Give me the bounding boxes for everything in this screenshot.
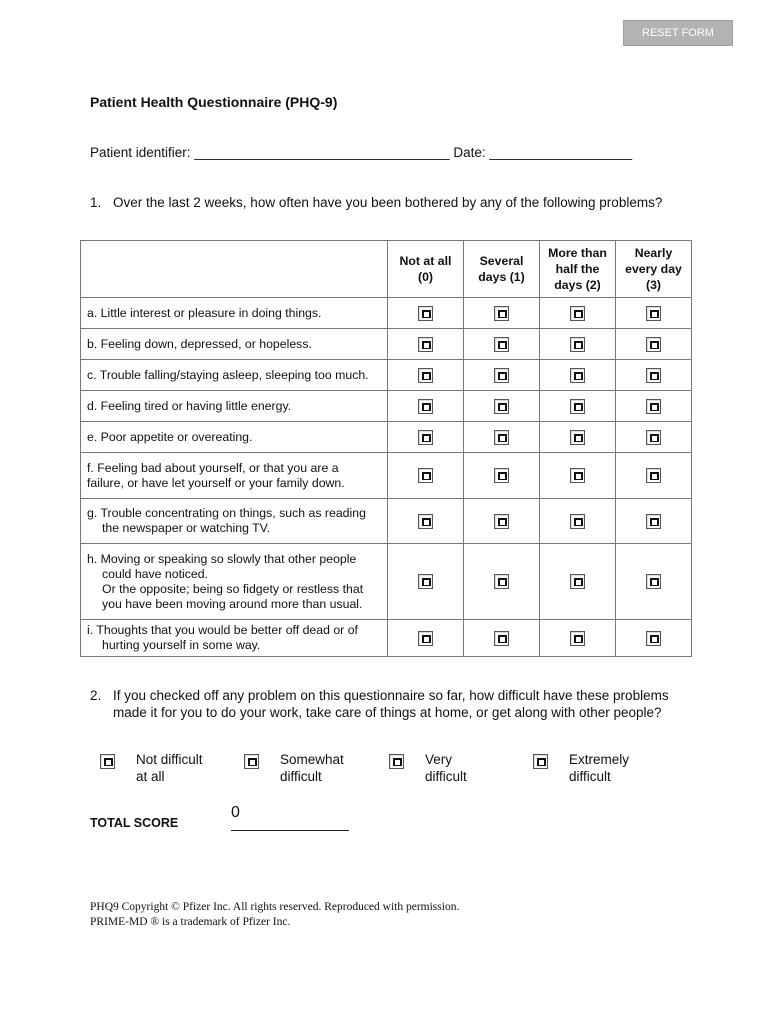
item-b-label: b. Feeling down, depressed, or hopeless. <box>81 329 388 360</box>
date-field[interactable]: ___________________ <box>489 145 633 160</box>
item-d-label: d. Feeling tired or having little energy. <box>81 391 388 422</box>
difficulty-option-not-difficult <box>100 752 203 785</box>
item-f-label: f. Feeling bad about yourself, or that you are a failure, or have let yourself or your family down. <box>81 453 388 499</box>
item-b-option-0-checkbox[interactable] <box>418 337 433 352</box>
item-d-option-3-checkbox[interactable] <box>646 399 661 414</box>
item-h-option-0-checkbox[interactable] <box>418 574 433 589</box>
difficulty-option-label: Somewhat difficult <box>280 752 344 784</box>
item-b-option-3-checkbox[interactable] <box>646 337 661 352</box>
item-c-option-0-checkbox[interactable] <box>418 368 433 383</box>
difficulty-option-somewhat <box>244 752 344 785</box>
item-c-option-2-checkbox[interactable] <box>570 368 585 383</box>
total-score-underline <box>231 830 349 831</box>
table-row <box>81 499 692 544</box>
reset-form-button[interactable]: RESET FORM <box>623 20 733 46</box>
column-header-nearly-every-day: Nearly every day (3) <box>616 241 692 298</box>
difficulty-option-label: Very difficult <box>425 752 467 784</box>
difficulty-option-very <box>389 752 467 785</box>
item-b-option-1-checkbox[interactable] <box>494 337 509 352</box>
item-g-option-0-checkbox[interactable] <box>418 514 433 529</box>
difficulty-extremely-checkbox[interactable] <box>533 754 548 769</box>
item-f-option-0-checkbox[interactable] <box>418 468 433 483</box>
page-title: Patient Health Questionnaire (PHQ-9) <box>90 94 338 110</box>
footer-line-2: PRIME-MD ® is a trademark of Pfizer Inc. <box>90 916 291 928</box>
item-g-option-3-checkbox[interactable] <box>646 514 661 529</box>
total-score-label: TOTAL SCORE <box>90 816 179 830</box>
item-c-option-1-checkbox[interactable] <box>494 368 509 383</box>
column-header-several-days: Several days (1) <box>464 241 540 298</box>
patient-identifier-label: Patient identifier: <box>90 145 191 160</box>
question-2-text: If you checked off any problem on this questionnaire so far, how difficult have these problems made it for you to do your work, take care of things at home, or get along with other people? <box>113 688 669 720</box>
total-score-field[interactable]: 0 <box>231 804 240 821</box>
item-g-label: g. Trouble concentrating on things, such as reading the newspaper or watching TV. <box>81 499 388 544</box>
item-a-option-0-checkbox[interactable] <box>418 306 433 321</box>
item-f-option-3-checkbox[interactable] <box>646 468 661 483</box>
item-a-label: a. Little interest or pleasure in doing things. <box>81 298 388 329</box>
item-d-option-1-checkbox[interactable] <box>494 399 509 414</box>
table-row <box>81 329 692 360</box>
item-e-option-1-checkbox[interactable] <box>494 430 509 445</box>
item-h-option-3-checkbox[interactable] <box>646 574 661 589</box>
difficulty-option-label: Extremely difficult <box>569 752 630 784</box>
copyright-footer <box>90 900 459 930</box>
item-i-option-1-checkbox[interactable] <box>494 631 509 646</box>
difficulty-not-difficult-checkbox[interactable] <box>100 754 115 769</box>
item-e-option-3-checkbox[interactable] <box>646 430 661 445</box>
item-c-label: c. Trouble falling/staying asleep, sleeping too much. <box>81 360 388 391</box>
footer-line-1: PHQ9 Copyright © Pfizer Inc. All rights reserved. Reproduced with permission. <box>90 901 460 913</box>
item-a-option-1-checkbox[interactable] <box>494 306 509 321</box>
question-1-number: 1. <box>90 195 102 210</box>
table-row <box>81 422 692 453</box>
question-1-text: Over the last 2 weeks, how often have you been bothered by any of the following problems? <box>113 195 663 210</box>
item-f-option-2-checkbox[interactable] <box>570 468 585 483</box>
table-row <box>81 298 692 329</box>
column-header-not-at-all: Not at all (0) <box>388 241 464 298</box>
item-e-option-0-checkbox[interactable] <box>418 430 433 445</box>
difficulty-very-checkbox[interactable] <box>389 754 404 769</box>
item-e-label: e. Poor appetite or overeating. <box>81 422 388 453</box>
table-row <box>81 544 692 620</box>
item-i-option-0-checkbox[interactable] <box>418 631 433 646</box>
difficulty-option-label: Not difficult at all <box>136 752 203 784</box>
item-i-label: i. Thoughts that you would be better off dead or of hurting yourself in some way. <box>81 620 388 657</box>
question-2-number: 2. <box>90 688 102 703</box>
item-a-option-3-checkbox[interactable] <box>646 306 661 321</box>
item-g-option-2-checkbox[interactable] <box>570 514 585 529</box>
date-label: Date: <box>453 145 486 160</box>
item-c-option-3-checkbox[interactable] <box>646 368 661 383</box>
item-a-option-2-checkbox[interactable] <box>570 306 585 321</box>
item-e-option-2-checkbox[interactable] <box>570 430 585 445</box>
patient-info-line <box>90 145 632 160</box>
item-f-option-1-checkbox[interactable] <box>494 468 509 483</box>
header-blank <box>81 241 388 298</box>
item-h-label: h. Moving or speaking so slowly that other people could have noticed. Or the opposite; being so fidgety or restless that you have been moving around more than usual. <box>81 544 388 620</box>
table-row <box>81 391 692 422</box>
question-1 <box>90 195 662 210</box>
table-row <box>81 360 692 391</box>
item-h-option-1-checkbox[interactable] <box>494 574 509 589</box>
difficulty-option-extremely <box>533 752 629 785</box>
item-i-option-3-checkbox[interactable] <box>646 631 661 646</box>
table-row <box>81 453 692 499</box>
item-d-option-2-checkbox[interactable] <box>570 399 585 414</box>
question-2 <box>90 688 690 721</box>
item-g-option-1-checkbox[interactable] <box>494 514 509 529</box>
item-h-option-2-checkbox[interactable] <box>570 574 585 589</box>
item-d-option-0-checkbox[interactable] <box>418 399 433 414</box>
difficulty-somewhat-checkbox[interactable] <box>244 754 259 769</box>
phq9-table <box>80 240 692 657</box>
column-header-more-than-half: More than half the days (2) <box>540 241 616 298</box>
table-row <box>81 620 692 657</box>
item-i-option-2-checkbox[interactable] <box>570 631 585 646</box>
item-b-option-2-checkbox[interactable] <box>570 337 585 352</box>
patient-identifier-field[interactable]: __________________________________ <box>194 145 450 160</box>
table-header-row <box>81 241 692 298</box>
